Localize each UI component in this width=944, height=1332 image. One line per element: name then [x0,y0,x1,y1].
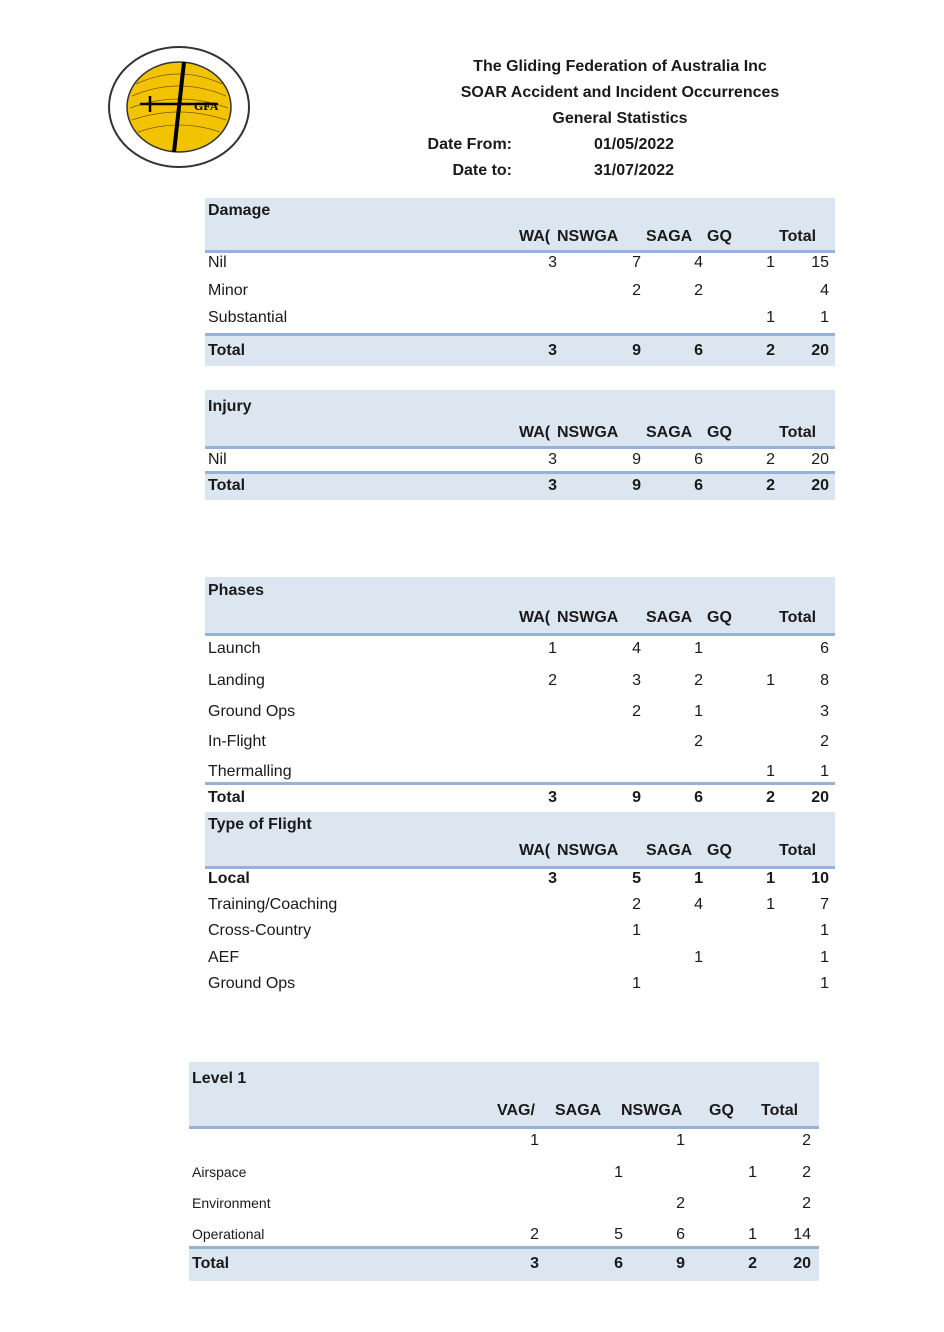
date-from-label: Date From: [427,136,512,153]
table-row: Thermalling 1 1 [208,763,829,780]
table-row: Ground Ops 1 1 [208,975,829,992]
type-of-flight-title: Type of Flight [208,816,312,833]
total-row: Total 3 9 6 2 20 [208,789,829,806]
date-to-label: Date to: [452,162,512,179]
table-row: Ground Ops 2 1 3 [208,703,829,720]
col-head-5: Total [779,842,817,859]
total-row: Total 3 9 6 2 20 [208,477,829,494]
col-head-4: GQ [707,424,732,441]
report-subtitle: General Statistics [552,110,688,127]
col-head-3: SAGA [646,228,693,245]
table-row: 1 1 2 [530,1132,811,1149]
col-head-2: NSWGA [557,842,619,859]
col-head-4: GQ [707,228,732,245]
col-head-2: NSWGA [557,609,619,626]
report-title: SOAR Accident and Incident Occurrences [460,84,780,101]
col-head-4: GQ [707,842,732,859]
org-title: The Gliding Federation of Australia Inc [473,58,767,75]
total-row: Total 3 9 6 2 20 [208,342,829,359]
table-row: Local 3 5 1 1 10 [208,870,829,887]
col-head-1: WA( [519,609,551,626]
damage-title: Damage [208,202,271,219]
total-row: Total 3 6 9 2 20 [192,1255,811,1272]
col-head-5: Total [761,1102,799,1119]
table-row: Launch 1 4 1 6 [208,640,829,657]
col-head-5: Total [779,609,817,626]
gfa-logo [106,44,252,170]
col-head-3: SAGA [646,424,693,441]
table-row: Minor 2 2 4 [208,282,829,299]
table-row: In-Flight 2 2 [208,733,829,750]
table-row: Substantial 1 1 [208,309,829,326]
date-from-value: 01/05/2022 [594,136,675,153]
table-row: AEF 1 1 [208,949,829,966]
table-row: Training/Coaching 2 4 1 7 [208,896,829,913]
col-head-1: WA( [519,842,551,859]
level1-title: Level 1 [192,1070,247,1087]
col-head-3: SAGA [646,609,693,626]
injury-title: Injury [208,398,252,415]
col-head-2: NSWGA [557,228,619,245]
table-row: Cross-Country 1 1 [208,922,829,939]
table-row: Environment 2 2 [192,1195,811,1212]
table-row: Nil 3 7 4 1 15 [208,254,829,271]
table-row: Operational 2 5 6 1 14 [192,1226,811,1243]
col-head-1: WA( [519,424,551,441]
logo-text: GFA [194,99,219,113]
col-head-3: NSWGA [621,1102,683,1119]
col-head-2: NSWGA [557,424,619,441]
col-head-4: GQ [707,609,732,626]
col-head-1: VAG/ [497,1102,535,1119]
table-row: Landing 2 3 2 1 8 [208,672,829,689]
date-to-value: 31/07/2022 [594,162,675,179]
col-head-2: SAGA [555,1102,602,1119]
phases-title: Phases [208,582,265,599]
table-row: Nil 3 9 6 2 20 [208,451,829,468]
col-head-1: WA( [519,228,551,245]
col-head-4: GQ [709,1102,734,1119]
col-head-5: Total [779,228,817,245]
col-head-3: SAGA [646,842,693,859]
col-head-5: Total [779,424,817,441]
table-row: Airspace 1 1 2 [192,1164,811,1181]
